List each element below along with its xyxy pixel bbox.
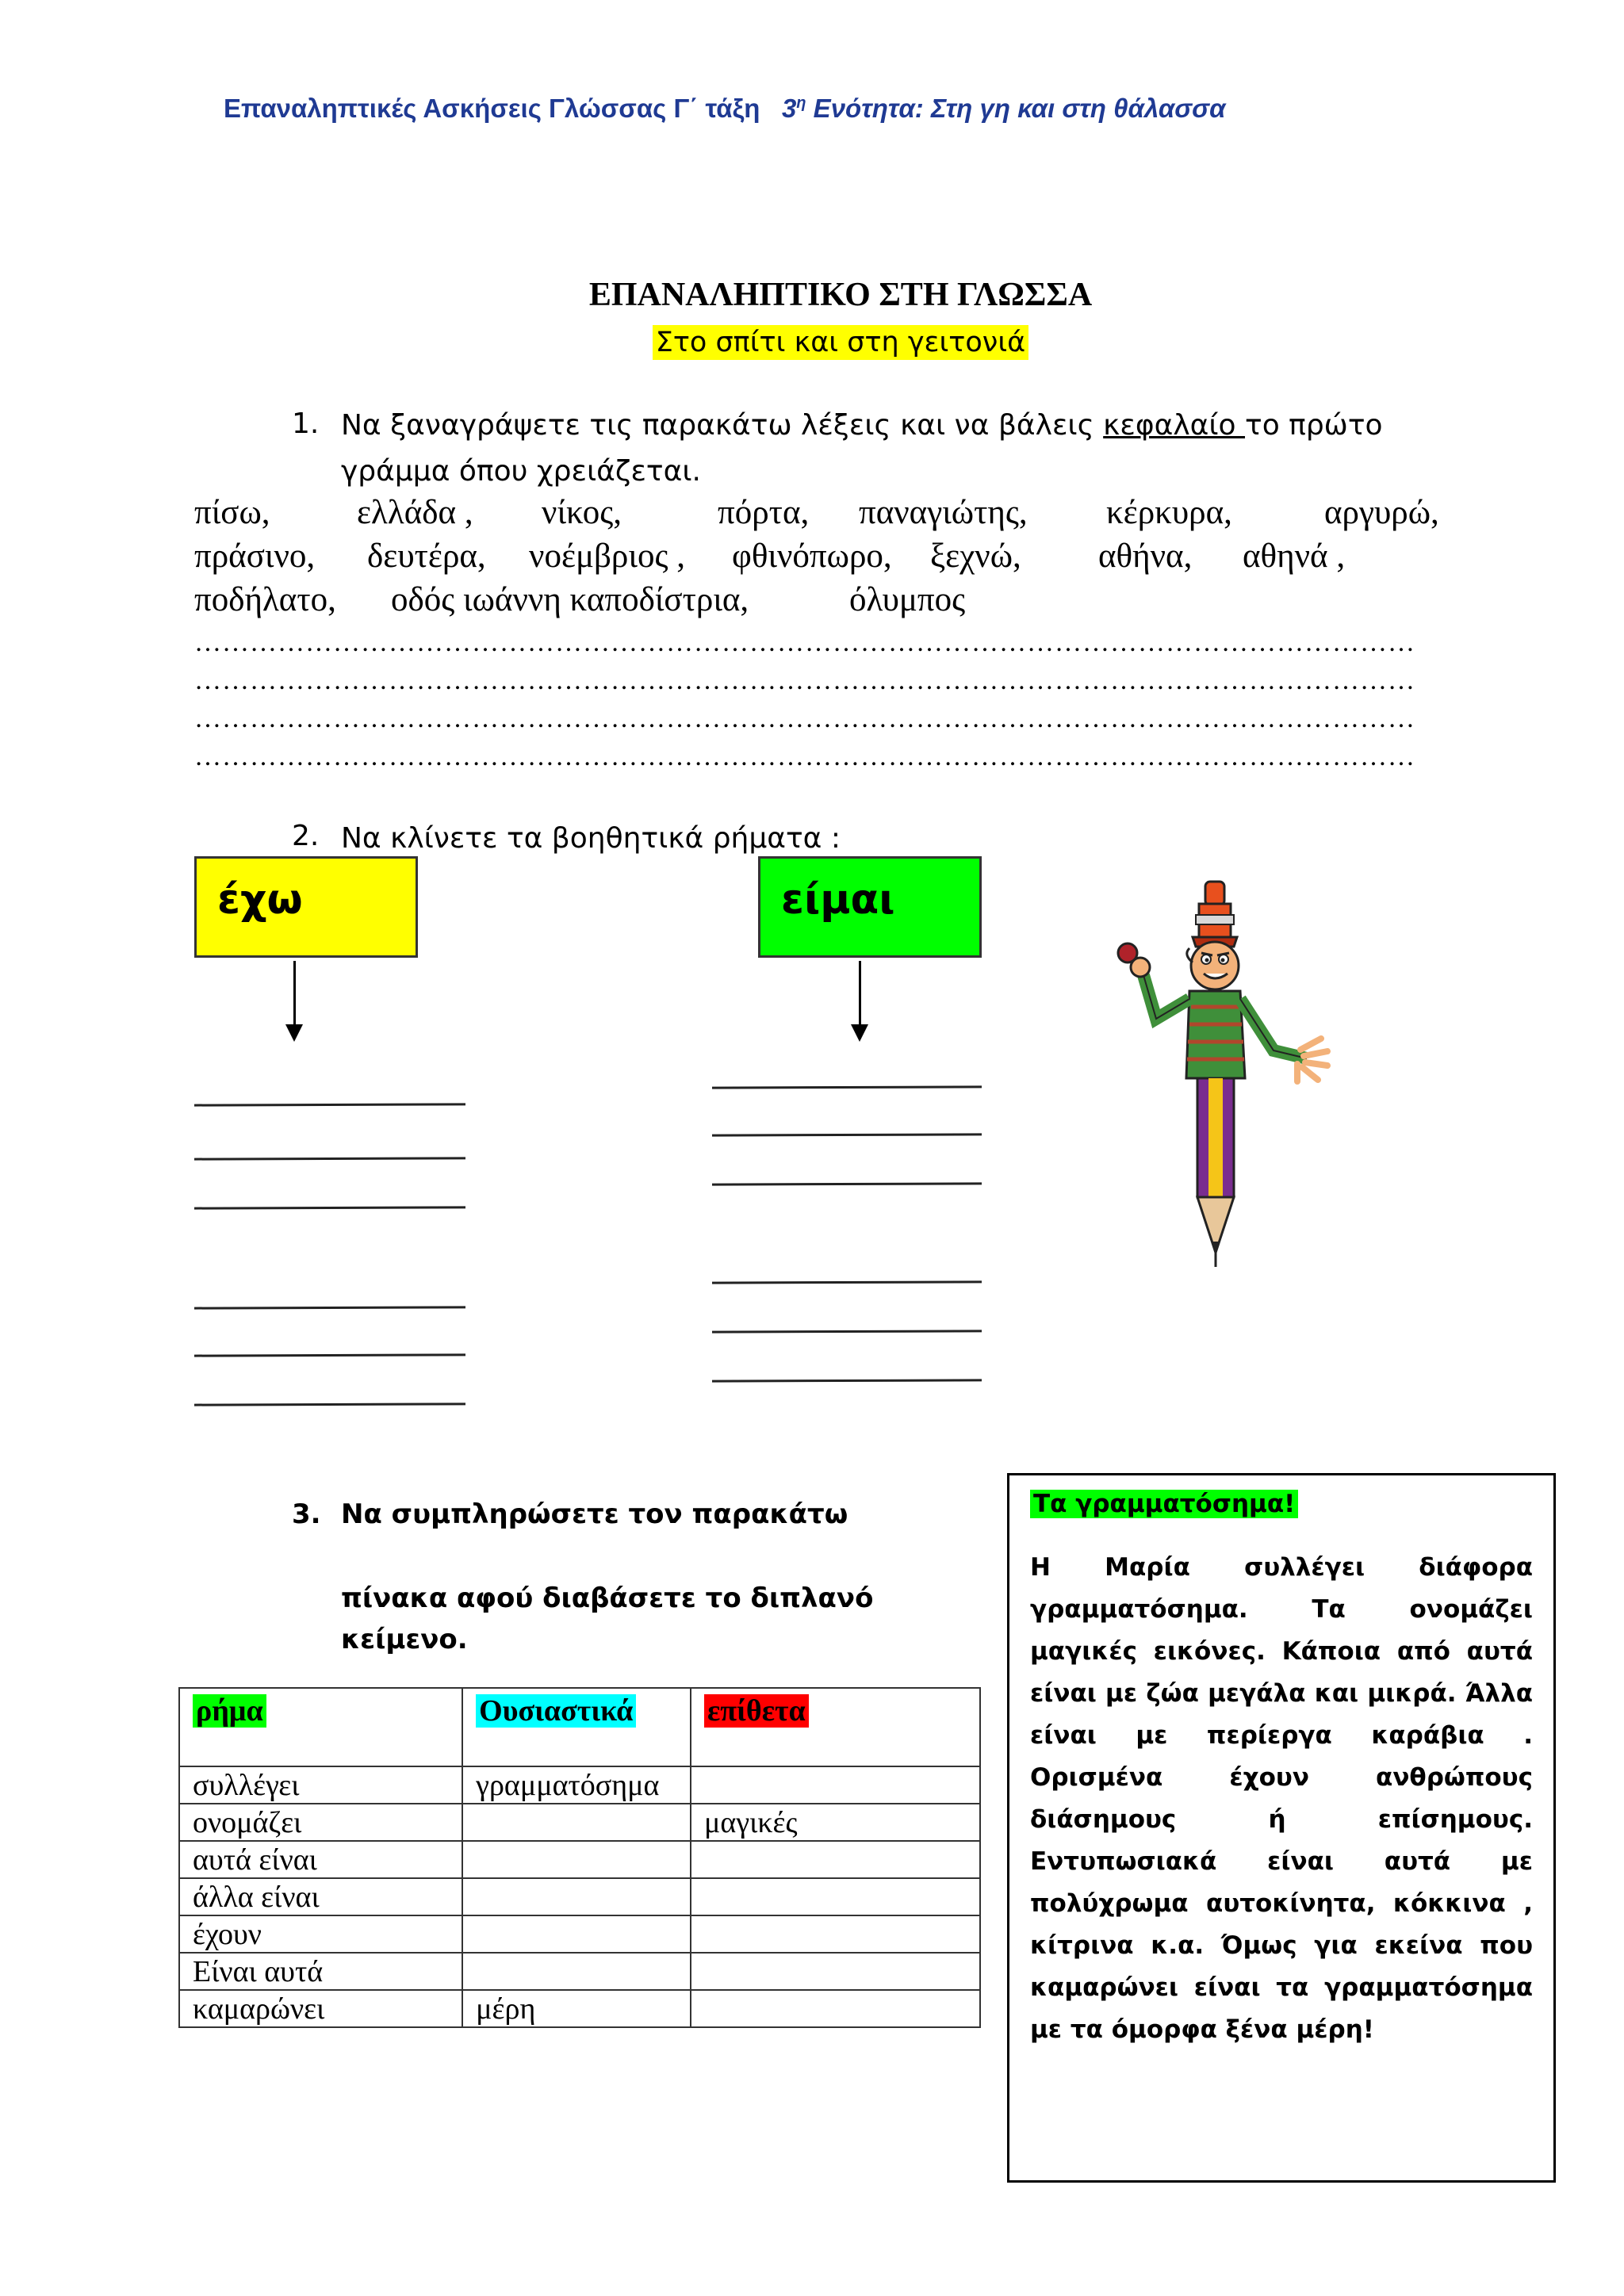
header-cell-nouns — [462, 1688, 691, 1766]
table-cell[interactable] — [691, 1878, 980, 1915]
word: αργυρώ, — [1324, 494, 1439, 531]
table-cell[interactable] — [462, 1841, 691, 1878]
word: πόρτα, — [718, 494, 810, 531]
answer-line[interactable] — [712, 1085, 982, 1089]
answer-line[interactable] — [194, 1157, 465, 1160]
table-row — [179, 1990, 980, 2027]
pupil — [1205, 959, 1209, 962]
q2-instruction: Να κλίνετε τα βοηθητικά ρήματα : — [341, 822, 841, 855]
q2-number: 2. — [292, 820, 320, 852]
answer-dotted-line[interactable]: …………………………………………………………………………………………………………………… — [194, 666, 1415, 695]
header-cell-adjectives — [691, 1688, 980, 1766]
hair-left — [1187, 948, 1193, 962]
pupil — [1221, 959, 1225, 962]
word: κέρκυρα, — [1106, 494, 1232, 531]
word: αθηνά , — [1243, 538, 1346, 575]
word: φθινόπωρο, — [732, 538, 892, 575]
pencil-stripe — [1208, 1078, 1223, 1197]
q3-instruction-line1: Να συμπληρώσετε τον παρακάτω — [341, 1498, 848, 1530]
reading-body: Η Μαρία συλλέγει διάφορα γραμματόσημα. Τα ονομάζει μαγικές εικόνες. Κάποια από αυτά είναι με ζώα μεγάλα και μικρά. Άλλα είναι με περίεργα καράβια . Ορισμένα έχουν ανθρώπους διάσημους ή επίσημους. Εντυπωσιακά είναι αυτά με πολύχρωμα αυτοκίνητα, κόκκινα , κίτρινα κ.α. Όμως για εκείνα που καμαρώνει είναι τα γραμματόσημα με τα όμορφα ξένα μέρη! — [1030, 1553, 1533, 2044]
table-cell[interactable] — [691, 1841, 980, 1878]
word: παναγιώτης, — [859, 494, 1028, 531]
word: ξεχνώ, — [930, 538, 1021, 575]
table-cell: άλλα είναι — [179, 1878, 462, 1915]
table-cell[interactable] — [691, 1766, 980, 1804]
word: οδός ιωάννη καποδίστρια, — [391, 581, 749, 618]
answer-line[interactable] — [712, 1280, 982, 1284]
word: ποδήλατο, — [194, 581, 336, 618]
answer-dotted-line[interactable]: …………………………………………………………………………………………………………………… — [194, 704, 1415, 733]
answer-line[interactable] — [712, 1330, 982, 1333]
table-cell[interactable] — [462, 1953, 691, 1990]
arrow-down-icon — [293, 961, 296, 1027]
face — [1191, 942, 1239, 989]
subtitle-wrap — [0, 325, 1624, 360]
word: όλυμπος — [849, 581, 966, 618]
word: νοέμβριος , — [529, 538, 685, 575]
table-cell[interactable] — [691, 1953, 980, 1990]
table-cell[interactable] — [462, 1804, 691, 1841]
pencil-character-illustration — [1110, 880, 1340, 1269]
word: αθήνα, — [1098, 538, 1193, 575]
table-cell: ονομάζει — [179, 1804, 462, 1841]
answer-line[interactable] — [194, 1103, 465, 1106]
table-cell[interactable]: μέρη — [462, 1990, 691, 2027]
table-cell: καμαρώνει — [179, 1990, 462, 2027]
q1-instruction: Να ξαναγράψετε τις παρακάτω λέξεις και να βάλεις κεφαλαίο το πρώτο γράμμα όπου χρειάζεται. — [341, 409, 1383, 488]
word: ελλάδα , — [357, 494, 473, 531]
table-cell[interactable] — [462, 1915, 691, 1953]
table-cell[interactable] — [691, 1990, 980, 2027]
word: πράσινο, — [194, 538, 316, 575]
arrow-down-icon — [859, 961, 861, 1027]
verb-eimai-label: είμαι — [781, 876, 895, 924]
table-cell[interactable]: γραμματόσημα — [462, 1766, 691, 1804]
answer-line[interactable] — [194, 1402, 465, 1406]
answer-line[interactable] — [194, 1306, 465, 1309]
table-cell[interactable]: μαγικές — [691, 1804, 980, 1841]
answer-line[interactable] — [194, 1206, 465, 1209]
table-row — [179, 1804, 980, 1841]
header-cell-verb — [179, 1688, 462, 1766]
verb-echo-label: έχω — [217, 876, 303, 924]
answer-dotted-line[interactable]: …………………………………………………………………………………………………………………… — [194, 742, 1415, 771]
page-subtitle: Στο σπίτι και στη γειτονιά — [653, 325, 1029, 360]
fill-in-table — [178, 1687, 981, 2028]
answer-line[interactable] — [712, 1133, 982, 1136]
table-row — [179, 1915, 980, 1953]
verb-box-eimai — [758, 856, 982, 958]
table-row — [179, 1766, 980, 1804]
held-object — [1118, 943, 1137, 962]
word: δευτέρα, — [367, 538, 486, 575]
hat-top — [1205, 882, 1224, 905]
table-cell: αυτά είναι — [179, 1841, 462, 1878]
table-header-row — [179, 1688, 980, 1766]
q3-number: 3. — [292, 1498, 321, 1530]
q3-instruction-line2: πίνακα αφού διαβάσετε το διπλανό — [341, 1582, 874, 1614]
verb-box-echo — [194, 856, 418, 958]
answer-line[interactable] — [712, 1182, 982, 1185]
reading-text-box — [1007, 1473, 1556, 2183]
arrow-head-icon — [285, 1024, 303, 1042]
q1-word-list — [194, 493, 1479, 624]
table-cell: Είναι αυτά — [179, 1953, 462, 1990]
q3-instruction-line3: κείμενο. — [341, 1624, 468, 1655]
arrow-head-icon — [851, 1024, 868, 1042]
q1-number: 1. — [292, 408, 320, 440]
table-cell[interactable] — [691, 1915, 980, 1953]
header-adjectives: επίθετα — [704, 1694, 809, 1728]
page-header — [224, 94, 1226, 124]
table-row — [179, 1841, 980, 1878]
table-cell[interactable] — [462, 1878, 691, 1915]
word-line-1 — [194, 493, 1479, 537]
table-cell: έχουν — [179, 1915, 462, 1953]
answer-line[interactable] — [712, 1379, 982, 1382]
hat-band — [1196, 915, 1234, 924]
answer-line[interactable] — [194, 1353, 465, 1357]
header-verb: ρήμα — [193, 1694, 266, 1728]
table-row — [179, 1878, 980, 1915]
word: πίσω, — [194, 494, 270, 531]
table-row — [179, 1953, 980, 1990]
word: νίκος, — [542, 494, 622, 531]
reading-title: Τα γραμματόσημα! — [1030, 1490, 1298, 1518]
header-title: Επαναληπτικές Ασκήσεις Γλώσσας Γ΄ τάξη — [224, 94, 760, 123]
answer-dotted-line[interactable]: …………………………………………………………………………………………………………………… — [194, 628, 1415, 657]
table-cell: συλλέγει — [179, 1766, 462, 1804]
word-line-2 — [194, 537, 1479, 580]
page-title: ΕΠΑΝΑΛΗΠΤΙΚΟ ΣΤΗ ΓΛΩΣΣΑ — [588, 277, 1093, 313]
header-unit: $3^\eta$ Ενότητα: Στη γη και στη θάλασσα — [781, 94, 1226, 123]
header-nouns: Ουσιαστικά — [476, 1694, 636, 1728]
word-line-3 — [194, 580, 1479, 624]
